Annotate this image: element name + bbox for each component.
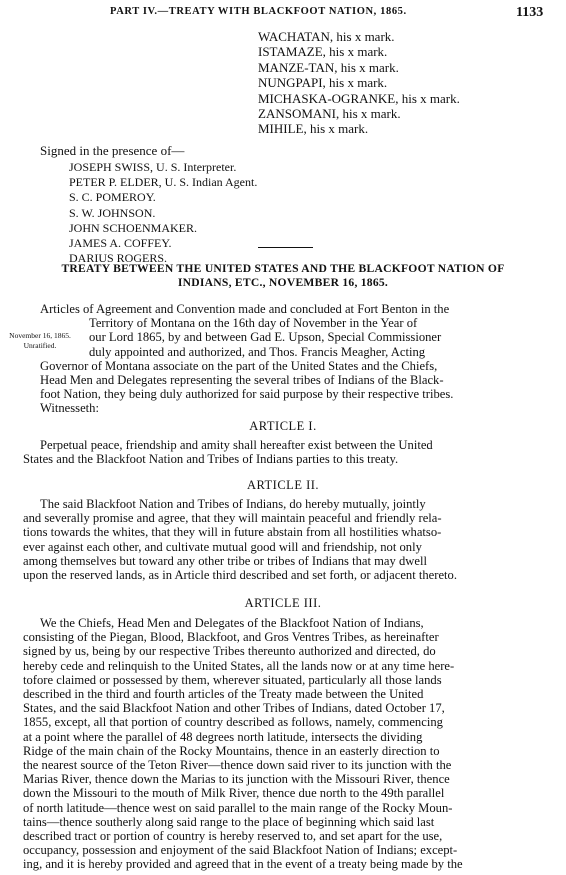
article-line: ing, and it is hereby provided and agreed that in the event of a treaty being made by the xyxy=(23,857,463,872)
treaty-title-line: TREATY BETWEEN THE UNITED STATES AND THE BLACKFOOT NATION OF xyxy=(61,262,505,275)
treaty-title xyxy=(10,262,556,290)
witness-line: PETER P. ELDER, U. S. Indian Agent. xyxy=(69,175,258,190)
witness-line: DARIUS ROGERS. xyxy=(69,251,168,266)
article-line: tions towards the whites, that they will in future abstain from all hostilities whatso- xyxy=(23,525,442,540)
margin-note-date: November 16, 1865. xyxy=(9,331,71,340)
running-header xyxy=(0,6,566,24)
article-line: We the Chiefs, Head Men and Delegates of the Blackfoot Nation of Indians, xyxy=(40,616,424,630)
article-line: tofore claimed or possessed by them, wherever situated, particularly all those lands xyxy=(23,672,442,687)
preamble-line: foot Nation, they being duly authorized for said purpose by their respective tribes. xyxy=(40,387,454,402)
article-3-text xyxy=(23,616,547,872)
witness-line: S. W. JOHNSON. xyxy=(69,205,156,220)
article-1-text xyxy=(23,438,547,466)
article-line: at a point where the parallel of 48 degrees north latitude, intersects the dividing xyxy=(23,729,423,744)
witness-line: JOHN SCHOENMAKER. xyxy=(69,220,198,235)
signer-list xyxy=(258,29,558,137)
article-line: occupancy, possession and enjoyment of the said Blackfoot Nation of Indians; except- xyxy=(23,843,458,858)
treaty-title-line: INDIANS, ETC., NOVEMBER 16, 1865. xyxy=(177,276,389,289)
article-line: ever against each other, and cultivate mutual good will and friendship, not only xyxy=(23,539,422,554)
witness-line: JAMES A. COFFEY. xyxy=(69,236,172,251)
article-line: hereby cede and relinquish to the United States, all the lands now or at any time here- xyxy=(23,658,455,673)
article-line: States, and the said Blackfoot Nation and other Tribes of Indians, dated October 17, xyxy=(23,701,445,716)
margin-note-status: Unratified. xyxy=(23,341,57,350)
article-line: among themselves but toward any other tribe or tribes of Indians that may dwell xyxy=(23,553,427,568)
signer-line: NUNGPAPI, his x mark. xyxy=(258,75,388,91)
article-heading: ARTICLE III. xyxy=(244,596,322,610)
article-line: tains—thence southerly along said range to the place of beginning which said last xyxy=(23,814,435,829)
article-line: consisting of the Piegan, Blood, Blackfoot, and Gros Ventres Tribes, as hereinafter xyxy=(23,630,439,645)
witness-list xyxy=(69,160,389,266)
article-line: signed by us, being by our respective Tribes thereunto authorized and directed, do xyxy=(23,644,436,659)
article-line: Perpetual peace, friendship and amity shall hereafter exist between the United xyxy=(40,438,433,452)
article-line: States and the Blackfoot Nation and Tribes of Indians parties to this treaty. xyxy=(23,452,399,467)
preamble-line: our Lord 1865, by and between Gad E. Upson, Special Commissioner xyxy=(89,330,442,345)
preamble-line: duly appointed and authorized, and Thos. Francis Meagher, Acting xyxy=(89,344,426,359)
preamble-line: Governor of Montana associate on the part of the United States and the Chiefs, xyxy=(40,358,438,373)
witness-intro: Signed in the presence of— xyxy=(40,143,185,158)
signer-line: MICHASKA-OGRANKE, his x mark. xyxy=(258,90,460,106)
preamble xyxy=(23,302,547,416)
article-line: down the Missouri to the mouth of Milk River, thence due north to the 49th parallel xyxy=(23,786,445,801)
witness-line: S. C. POMEROY. xyxy=(69,190,156,205)
article-line: The said Blackfoot Nation and Tribes of Indians, do hereby mutually, jointly xyxy=(40,497,426,511)
preamble-line: Articles of Agreement and Convention made and concluded at Fort Benton in the xyxy=(40,302,450,316)
article-line: Marias River, thence down the Marias to its junction with the Missouri River, thence xyxy=(23,772,450,787)
preamble-line: Witnesseth: xyxy=(40,401,99,416)
article-line: and severally promise and agree, that they will maintain peaceful and friendly rela- xyxy=(23,511,442,526)
article-heading: ARTICLE I. xyxy=(249,419,317,433)
article-line: 1855, except, all that portion of country described as follows, namely, commencing xyxy=(23,715,443,730)
signer-line: ISTAMAZE, his x mark. xyxy=(258,44,388,60)
article-line: Ridge of the main chain of the Rocky Mountains, thence in an easterly direction to xyxy=(23,743,440,758)
running-title: PART IV.—TREATY WITH BLACKFOOT NATION, 1865. xyxy=(110,6,407,17)
preamble-line: Head Men and Delegates representing the several tribes of Indians of the Black- xyxy=(40,373,444,388)
article-2-text xyxy=(23,497,547,582)
page-number: 1133 xyxy=(516,5,544,20)
preamble-line: Territory of Montana on the 16th day of November in the Year of xyxy=(89,316,418,331)
signer-line: MANZE-TAN, his x mark. xyxy=(258,59,399,75)
witness-line: JOSEPH SWISS, U. S. Interpreter. xyxy=(69,160,237,174)
signer-line: ZANSOMANI, his x mark. xyxy=(258,106,401,122)
article-line: described tract or portion of country is hereby reserved to, and set apart for the use, xyxy=(23,829,443,844)
signer-line: WACHATAN, his x mark. xyxy=(258,29,395,44)
section-divider xyxy=(258,247,313,248)
article-line: the nearest source of the Teton River—thence down said river to its junction with the xyxy=(23,758,452,773)
article-line: of north latitude—thence west on said parallel to the main range of the Rocky Moun- xyxy=(23,800,453,815)
article-line: described in the third and fourth articles of the Treaty made between the United xyxy=(23,687,424,702)
article-line: upon the reserved lands, as in Article third described and set forth, or adjacent thereto. xyxy=(23,568,457,583)
signer-line: MIHILE, his x mark. xyxy=(258,121,369,137)
article-heading: ARTICLE II. xyxy=(246,478,320,492)
